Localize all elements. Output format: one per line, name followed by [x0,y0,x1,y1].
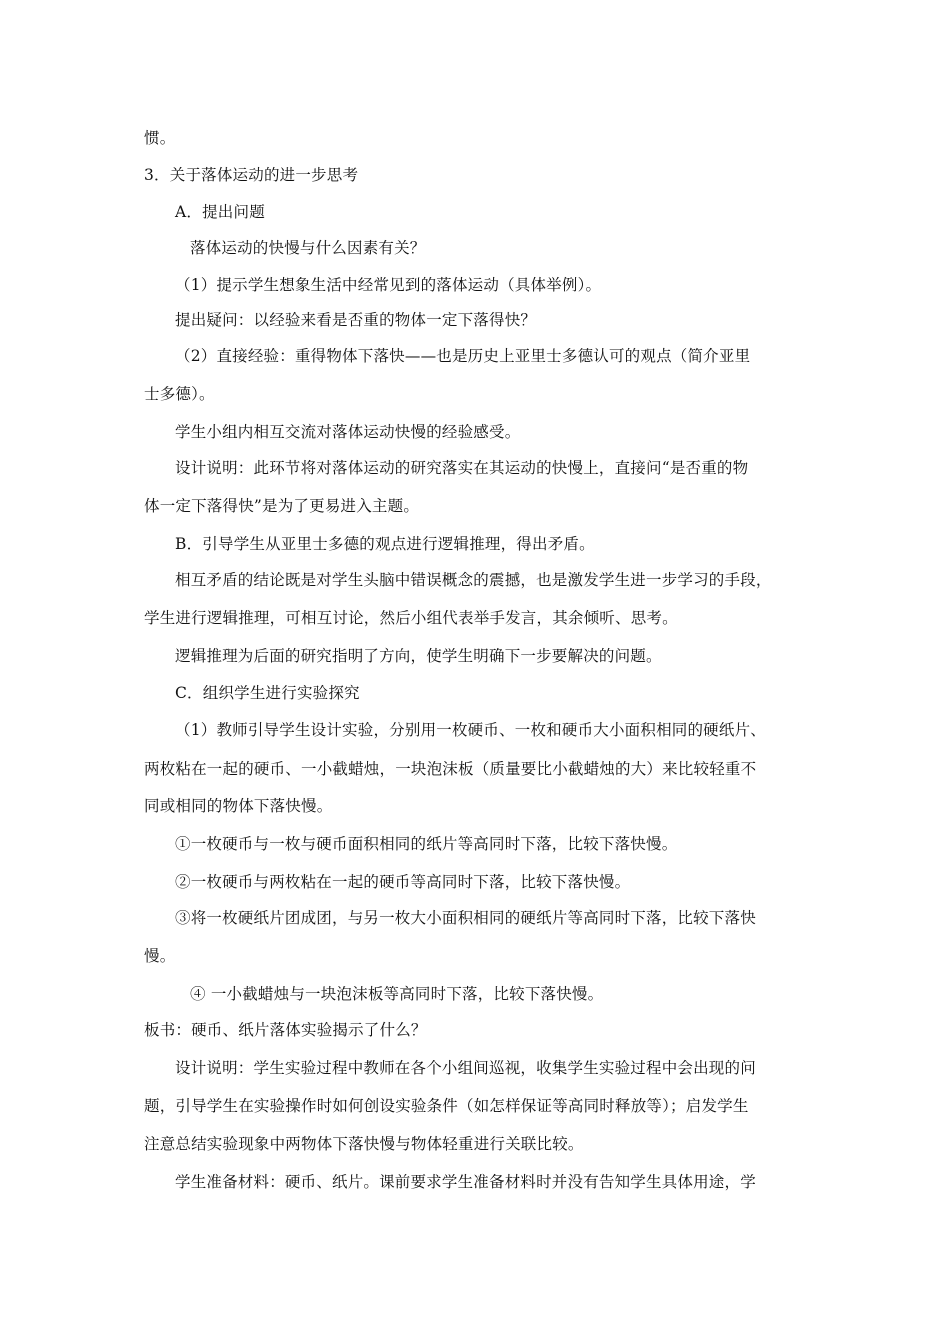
text-line: 题，引导学生在实验操作时如何创设实验条件（如怎样保证等高同时释放等）；启发学生 [144,1097,749,1115]
text-line: （2）直接经验：重得物体下落快——也是历史上亚里士多德认可的观点（简介亚里 [175,347,751,365]
text-line: 相互矛盾的结论既是对学生头脑中错误概念的震撼，也是激发学生进一步学习的手段， [175,571,772,589]
text-line: 学生进行逻辑推理，可相互讨论，然后小组代表举手发言，其余倾听、思考。 [144,609,678,627]
text-line: 惯。 [144,129,176,147]
text-line: 慢。 [144,947,176,965]
text-line: 设计说明：学生实验过程中教师在各个小组间巡视，收集学生实验过程中会出现的问 [175,1059,756,1077]
text-line: （1）提示学生想象生活中经常见到的落体运动（具体举例）。 [175,276,602,294]
list-item: ①一枚硬币与一枚与硬币面积相同的纸片等高同时下落，比较下落快慢。 [175,835,678,853]
text-line: 注意总结实验现象中两物体下落快慢与物体轻重进行关联比较。 [144,1135,584,1153]
text-line: 提出疑问：以经验来看是否重的物体一定下落得快？ [175,311,537,329]
list-item: ③将一枚硬纸片团成团，与另一枚大小面积相同的硬纸片等高同时下落，比较下落快 [175,909,756,927]
text-line: 学生准备材料：硬币、纸片。课前要求学生准备材料时并没有告知学生具体用途，学 [175,1173,756,1191]
text-line: 体一定下落得快”是为了更易进入主题。 [144,497,420,515]
text-line: 士多德）。 [144,385,215,403]
text-line: 逻辑推理为后面的研究指明了方向，使学生明确下一步要解决的问题。 [175,647,662,665]
text-line: 板书：硬币、纸片落体实验揭示了什么？ [144,1021,427,1039]
subsection-heading: C．组织学生进行实验探究 [175,684,360,702]
text-line: 设计说明：此环节将对落体运动的研究落实在其运动的快慢上，直接问“是否重的物 [175,459,749,477]
list-item: ②一枚硬币与两枚粘在一起的硬币等高同时下落，比较下落快慢。 [175,873,631,891]
text-line: 两枚粘在一起的硬币、一小截蜡烛，一块泡沫板（质量要比小截蜡烛的大）来比较轻重不 [144,760,757,778]
subsection-heading: A．提出问题 [175,203,265,221]
text-line: 同或相同的物体下落快慢。 [144,797,333,815]
text-line: （1）教师引导学生设计实验，分别用一枚硬币、一枚和硬币大小面积相同的硬纸片、 [175,721,766,739]
subsection-heading: B．引导学生从亚里士多德的观点进行逻辑推理，得出矛盾。 [175,535,595,553]
list-item: ④ 一小截蜡烛与一块泡沫板等高同时下落，比较下落快慢。 [190,985,604,1003]
section-heading: 3．关于落体运动的进一步思考 [144,166,359,184]
text-line: 落体运动的快慢与什么因素有关？ [190,239,426,257]
text-line: 学生小组内相互交流对落体运动快慢的经验感受。 [175,423,521,441]
